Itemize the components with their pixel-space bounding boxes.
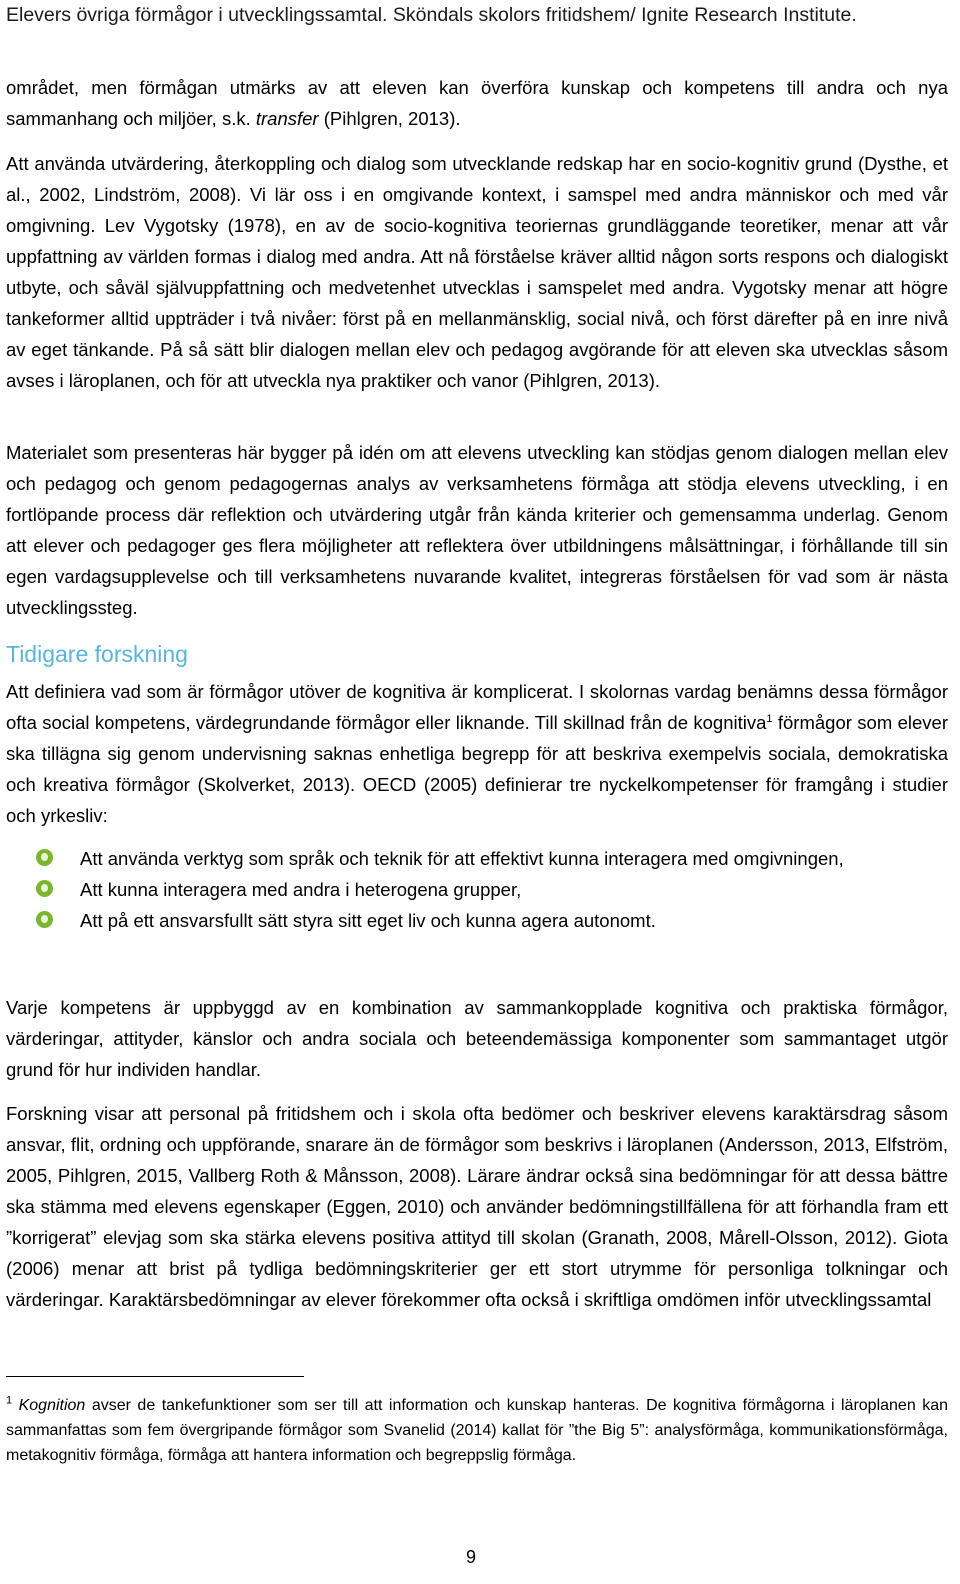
list-item-text: Att använda verktyg som språk och teknik för att effektivt kunna interagera med omgivningen, xyxy=(80,848,844,869)
green-apple-bullet-icon xyxy=(36,911,53,928)
paragraph-socio-cognitive: Att använda utvärdering, återkoppling och dialog som utvecklande redskap har en socio-kognitiv grund (Dysthe, et al., 2002, Lindström, 2008). Vi lär oss i en omgivande kontext, i samspel med andra människor och med vår omgivning. Lev Vygotsky (1978), en av de socio-kognitiva teoriernas grundläggande teoretiker, menar att vår uppfattning av världen formas i dialog med andra. Att nå förståelse kräver alltid någon sorts respons och dialogiskt utbyte, och såväl självuppfattning och medvetenhet utvecklas i samspelet med andra. Vygotsky menar att högre tankeformer alltid uppträder i två nivåer: först på en mellanmänsklig, social nivå, och först därefter på en inre nivå av eget tänkande. På så sätt blir dialogen mellan elev och pedagog avgörande för att eleven ska utvecklas såsom avses i läroplanen, och för att utveckla nya praktiker och vanor (Pihlgren, 2013). xyxy=(6,153,948,391)
footnote-italic-term: Kognition xyxy=(18,1397,86,1414)
running-header: Elevers övriga förmågor i utvecklingssamtal. Sköndals skolors fritidshem/ Ignite Research Institute. xyxy=(6,4,857,26)
list-item-text: Att kunna interagera med andra i heterogena grupper, xyxy=(80,879,522,900)
list-item xyxy=(36,874,936,905)
green-apple-bullet-icon xyxy=(36,849,53,866)
list-item xyxy=(36,905,936,936)
footnote-text: avser de tankefunktioner som ser till att information och kunskap hanteras. De kognitiva förmågorna i läroplanen kan sammanfattas som fem övergripande förmågor som Svanelid (2014) kallat för ”the Big 5”: analysförmåga, kommunikationsförmåga, metakognitiv förmåga, förmåga att hantera information och begreppslig förmåga. xyxy=(6,1397,948,1464)
italic-term: transfer xyxy=(255,108,319,129)
paragraph-definition xyxy=(6,676,948,831)
key-competencies-list xyxy=(36,843,936,936)
footnote-separator xyxy=(6,1376,304,1377)
paragraph-material: Materialet som presenteras här bygger på idén om att elevens utveckling kan stödjas genom dialogen mellan elev och pedagog och genom pedagogernas analys av verksamhetens förmåga att stödja elevens utveckling, i en fortlöpande process där reflektion och utvärdering utgår från kända kriterier och gemensamma underlag. Genom att elever och pedagoger ges flera möjligheter att reflektera över utbildningens målsättningar, i förhållande till sin egen vardagsupplevelse och till verksamhetens nuvarande kvalitet, integreras förståelsen för vad som är nästa utvecklingssteg. xyxy=(6,442,948,618)
footnote-number: 1 xyxy=(6,1394,13,1407)
page-number: 9 xyxy=(466,1547,477,1567)
paragraph-competence: Varje kompetens är uppbyggd av en kombination av sammankopplade kognitiva och praktiska förmågor, värderingar, attityder, känslor och andra sociala och beteendemässiga komponenter som sammantaget utgör grund för hur individen handlar. xyxy=(6,997,948,1080)
section-heading: Tidigare forskning xyxy=(6,641,188,667)
footnote xyxy=(6,1393,948,1468)
green-apple-bullet-icon xyxy=(36,880,53,897)
paragraph-text: Att definiera vad som är förmågor utöver de kognitiva är komplicerat. I skolornas vardag benämns dessa förmågor ofta social kompetens, värdegrundande förmågor eller liknande. Till skillnad från de kognitiva xyxy=(6,681,948,733)
paragraph-text: (Pihlgren, 2013). xyxy=(318,108,461,129)
paragraph-text: området, men förmågan utmärks av att eleven kan överföra kunskap och kompetens till andra och nya sammanhang och miljöer, s.k. xyxy=(6,77,948,129)
paragraph-text: förmågor som elever ska tillägna sig genom undervisning saknas enhetliga begrepp för att beskriva exempelvis sociala, demokratiska och kreativa förmågor (Skolverket, 2013). OECD (2005) definierar tre nyckelkompetenser för framgång i studier och yrkesliv: xyxy=(6,712,948,826)
list-item xyxy=(36,843,936,874)
paragraph-transfer xyxy=(6,72,948,134)
list-item-text: Att på ett ansvarsfullt sätt styra sitt eget liv och kunna agera autonomt. xyxy=(80,910,656,931)
paragraph-research: Forskning visar att personal på fritidshem och i skola ofta bedömer och beskriver elevens karaktärsdrag såsom ansvar, flit, ordning och uppförande, snarare än de förmågor som beskrivs i läroplanen (Andersson, 2013, Elfström, 2005, Pihlgren, 2015, Vallberg Roth & Månsson, 2008). Lärare ändrar också sina bedömningar för att dessa bättre ska stämma med elevens egenskaper (Eggen, 2010) och använder bedömningstillfällena för att förhandla fram ett ”korrigerat” elevjag som ska stärka elevens positiva attityd till skolan (Granath, 2008, Mårell-Olsson, 2012). Giota (2006) menar att brist på tydliga bedömningskriterier ger ett stort utrymme för personliga tolkningar och värderingar. Karaktärsbedömningar av elever förekommer ofta också i skriftliga omdömen inför utvecklingssamtal xyxy=(6,1103,948,1310)
footnote-reference[interactable]: 1 xyxy=(766,712,773,725)
